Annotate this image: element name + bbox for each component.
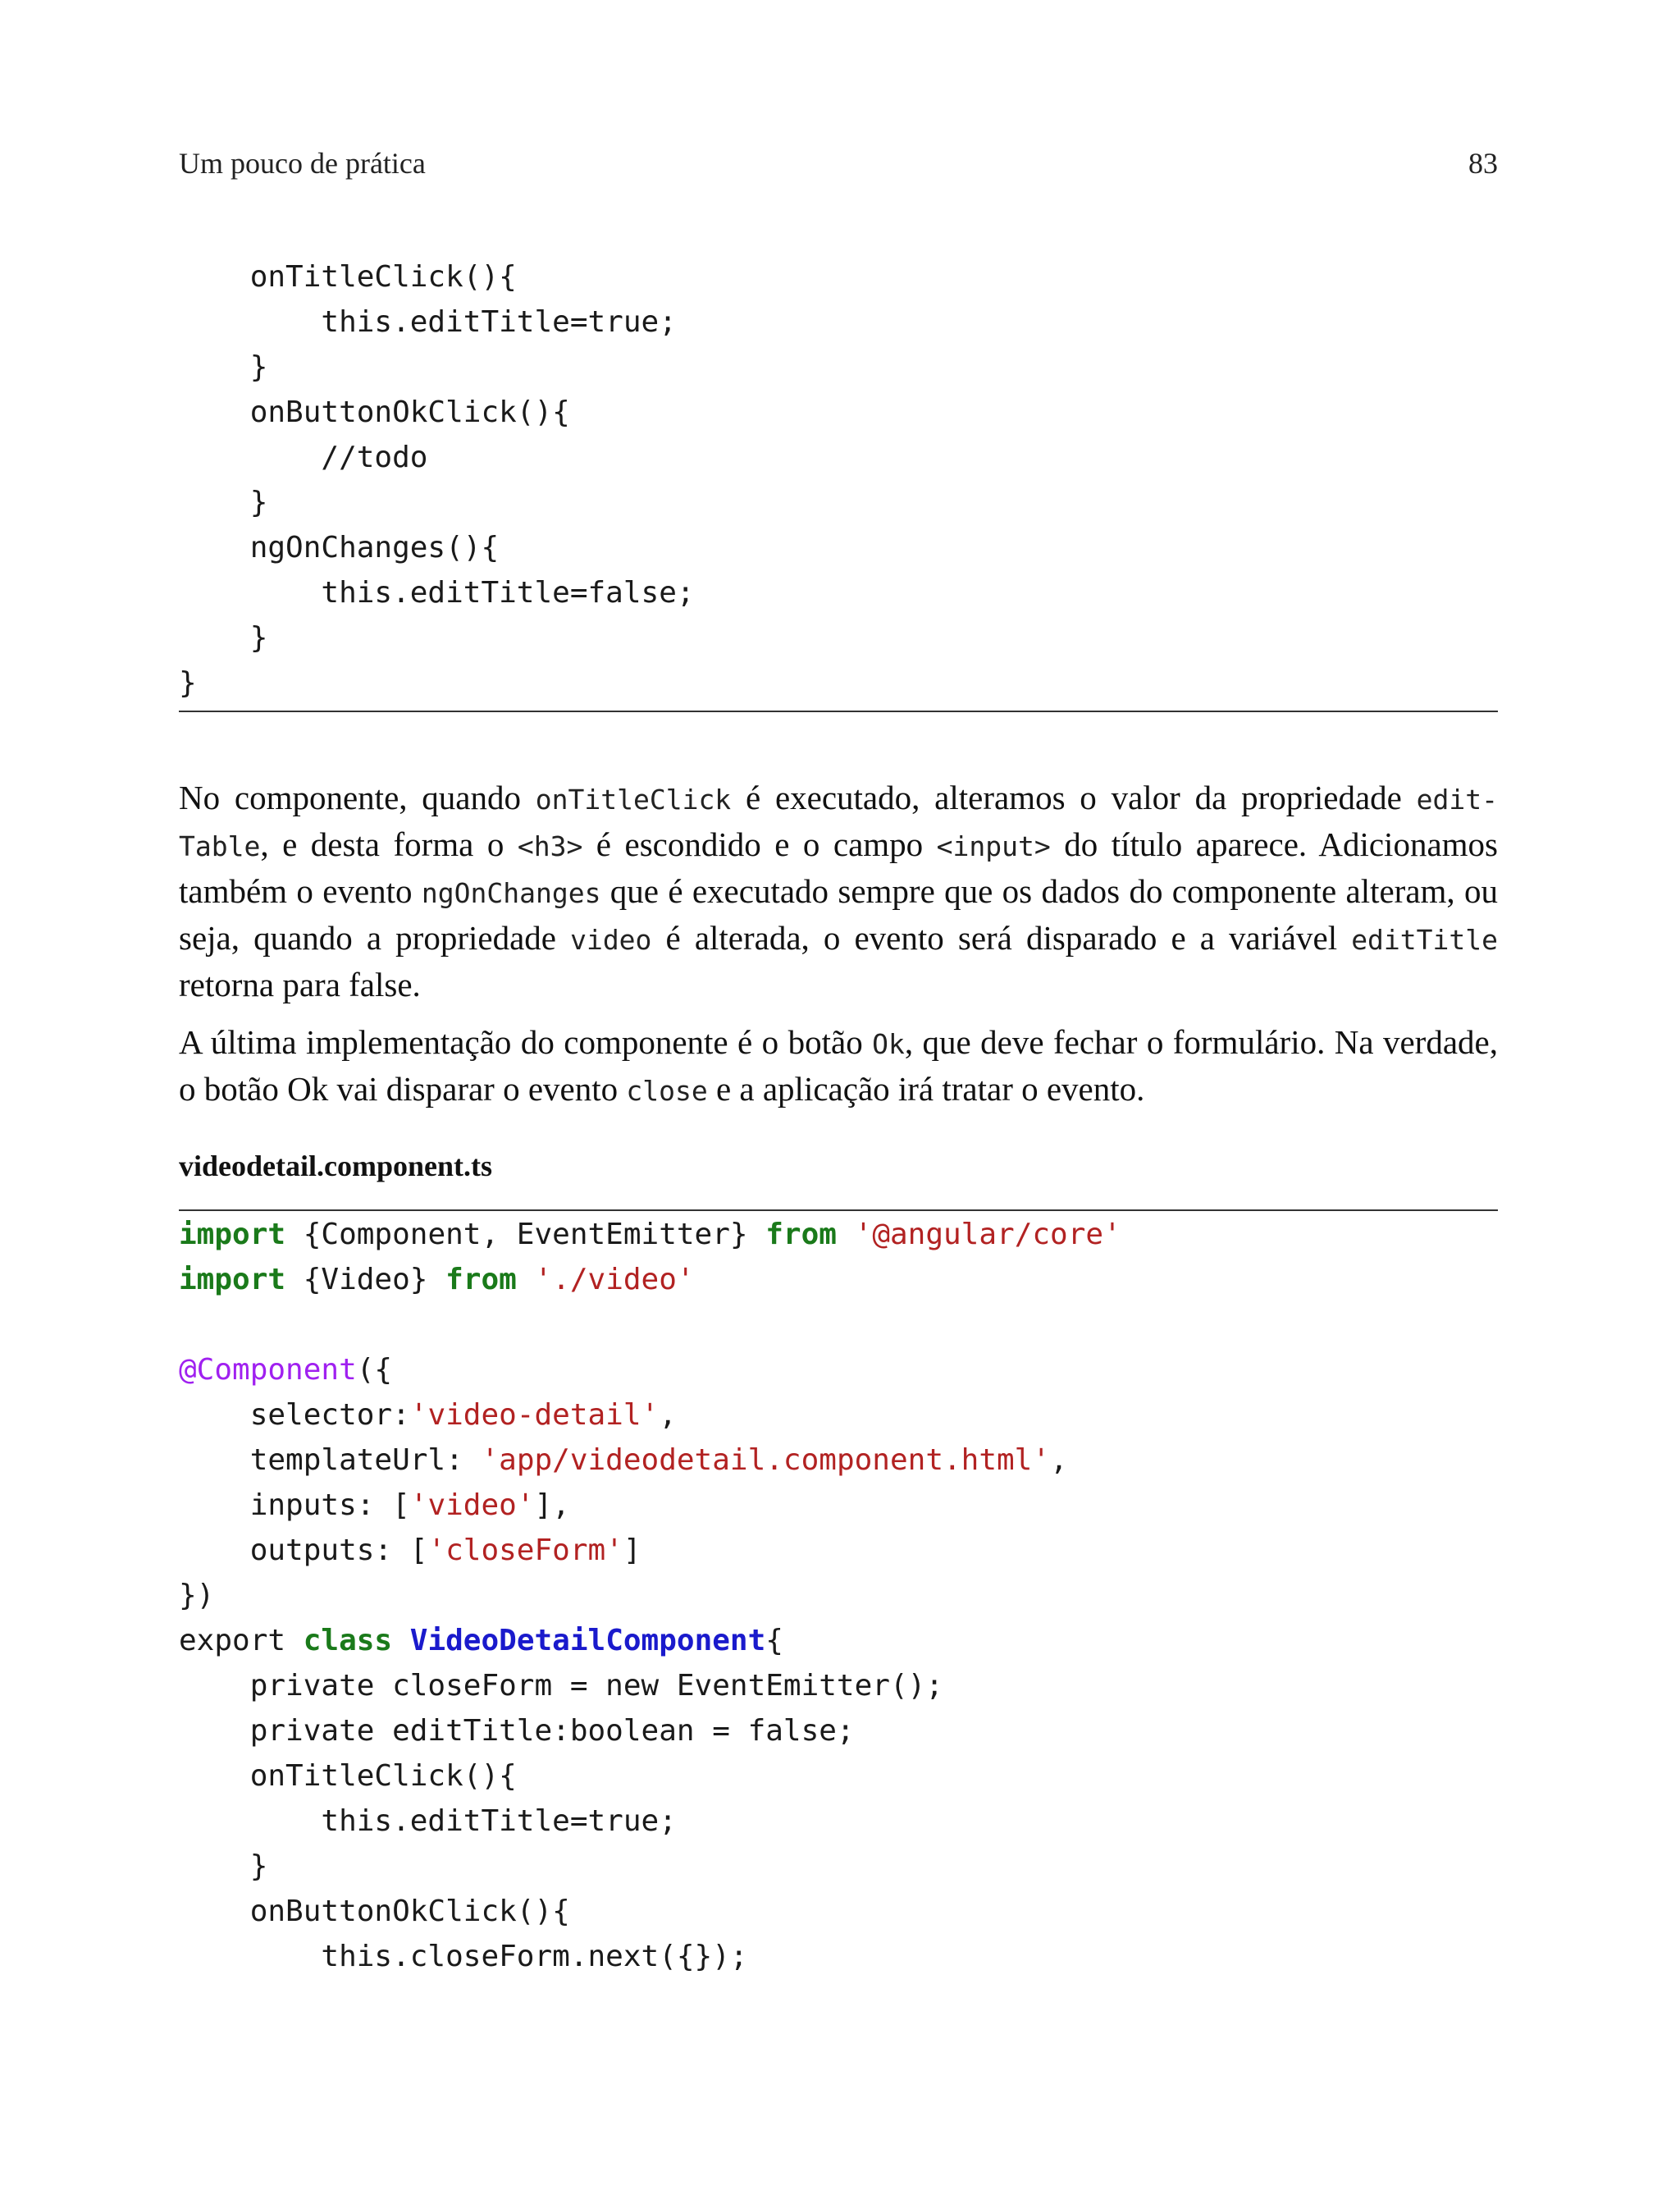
inline-code: close [626, 1075, 708, 1107]
string-literal: 'closeForm' [427, 1534, 623, 1567]
code-block-continuation [179, 254, 1498, 706]
string-literal: 'app/videodetail.component.html' [481, 1443, 1051, 1477]
code-line: } [179, 486, 268, 519]
running-header [179, 146, 1498, 187]
text: , e desta forma o [260, 825, 518, 863]
code-line: this.closeForm.next({}); [179, 1940, 748, 1973]
string-literal: './video' [534, 1263, 695, 1296]
inline-code: editTitle [1351, 924, 1498, 956]
code-line: onButtonOkClick(){ [179, 1895, 570, 1928]
text: é alterada, o evento será disparado e a variável [651, 919, 1352, 957]
inline-code: <h3> [517, 830, 583, 862]
text: retorna para false. [179, 966, 421, 1003]
text: No componente, quando [179, 779, 536, 816]
text: que é executado sempre que os dados do componente alteram, ou seja, quando a propriedade [179, 872, 1499, 957]
code-text: { [765, 1624, 783, 1657]
code-line: this.editTitle=true; [179, 305, 677, 339]
code-line: private editTitle:boolean = false; [179, 1714, 855, 1748]
keyword: import [179, 1218, 286, 1251]
decorator: @Component [179, 1353, 357, 1387]
code-text [392, 1624, 410, 1657]
keyword: from [765, 1218, 837, 1251]
text: do título aparece. Adicionamos também o evento [179, 825, 1498, 910]
inline-code: <input> [936, 830, 1051, 862]
text: é executado, alteramos o valor da propriedade [731, 779, 1417, 816]
code-text: ], [534, 1488, 570, 1522]
code-line [179, 1212, 1498, 1257]
code-line: ngOnChanges(){ [179, 531, 500, 565]
code-line [179, 1347, 1498, 1392]
keyword: class [303, 1624, 393, 1657]
text: é escondido e o campo [582, 825, 937, 863]
code-line [179, 1618, 1498, 1663]
code-text: outputs: [ [179, 1534, 428, 1567]
text: , que deve fechar o formulário. Na verdade, o botão Ok vai disparar o evento [179, 1023, 1498, 1108]
code-line: } [179, 666, 197, 700]
inline-code: video [570, 924, 652, 956]
string-literal: '@angular/core' [854, 1218, 1121, 1251]
book-page [179, 0, 1498, 2185]
paragraph-ok-button [179, 1020, 1498, 1113]
chapter-title: Um pouco de prática [179, 147, 426, 180]
code-block-videodetail [179, 1212, 1498, 1979]
code-text: ] [623, 1534, 641, 1567]
code-text: inputs: [ [179, 1488, 410, 1522]
string-literal: 'video' [409, 1488, 535, 1522]
code-text: , [659, 1398, 677, 1432]
code-line: private closeForm = new EventEmitter(); [179, 1669, 943, 1703]
code-text: templateUrl: [179, 1443, 482, 1477]
code-line: this.editTitle=false; [179, 576, 695, 610]
code-line: } [179, 621, 268, 655]
code-line: }) [179, 1579, 215, 1612]
text: A última implementação do componente é o botão [179, 1023, 873, 1061]
keyword: from [445, 1263, 517, 1296]
code-block-end-rule [179, 711, 1498, 712]
code-text: {Video} [285, 1263, 446, 1296]
code-text: export [179, 1624, 304, 1657]
inline-code: ngOnChanges [421, 877, 601, 909]
code-line: onTitleClick(){ [179, 260, 517, 294]
code-line [179, 1438, 1498, 1483]
code-line: } [179, 350, 268, 384]
code-line [179, 1392, 1498, 1438]
code-line-blank [179, 1302, 1498, 1347]
inline-code: edit-Table [179, 784, 1498, 862]
code-text: ({ [356, 1353, 393, 1387]
class-name: VideoDetailComponent [409, 1624, 766, 1657]
keyword: import [179, 1263, 286, 1296]
code-line: //todo [179, 441, 428, 474]
code-block-start-rule [179, 1209, 1498, 1211]
code-line [179, 1257, 1498, 1302]
code-text: , [1050, 1443, 1068, 1477]
code-line: onTitleClick(){ [179, 1759, 517, 1793]
inline-code: onTitleClick [535, 784, 732, 816]
paragraph-component-explanation [179, 775, 1498, 1008]
code-line: this.editTitle=true; [179, 1804, 677, 1838]
page-number: 83 [1468, 147, 1498, 180]
code-text: selector: [179, 1398, 410, 1432]
code-line [179, 1528, 1498, 1573]
string-literal: 'video-detail' [409, 1398, 660, 1432]
inline-code: Ok [872, 1028, 905, 1060]
code-line [179, 1483, 1498, 1528]
text: e a aplicação irá tratar o evento. [707, 1070, 1145, 1108]
code-text: {Component, EventEmitter} [285, 1218, 766, 1251]
code-line: } [179, 1849, 268, 1883]
code-line: onButtonOkClick(){ [179, 395, 570, 429]
code-file-label: videodetail.component.ts [179, 1150, 492, 1182]
